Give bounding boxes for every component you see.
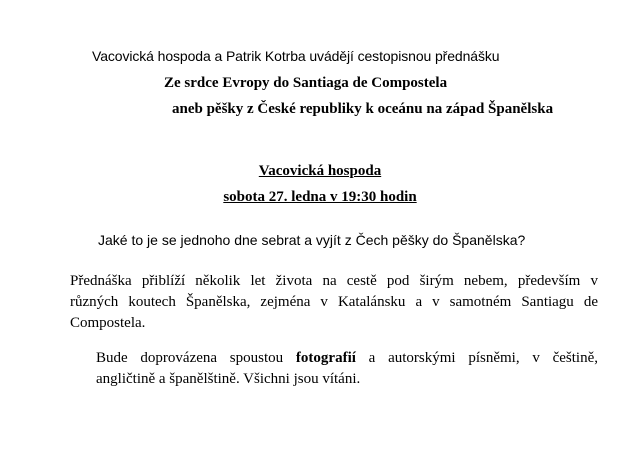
lecture-title: Ze srdce Evropy do Santiaga de Compostela <box>164 75 448 91</box>
description-line-1: Přednáška přiblíží několik let života na cestě pod širým nebem, především v <box>70 273 598 289</box>
intro-line: Vacovická hospoda a Patrik Kotrba uvádějí cestopisnou přednášku <box>92 48 500 64</box>
closing-line-1 <box>70 348 598 369</box>
description-line-3: Compostela. <box>70 315 146 331</box>
lead-question: Jaké to je se jednoho dne sebrat a vyjít z Čech pěšky do Španělska? <box>98 232 526 248</box>
closing-line-1-start: Bude doprovázena spoustou <box>96 350 296 366</box>
closing-line-2: angličtině a španělštině. Všichni jsou vítáni. <box>96 371 361 387</box>
venue-name: Vacovická hospoda <box>258 163 382 179</box>
photos-emphasis: fotografií <box>295 350 356 366</box>
description-line-2: různých koutech Španělska, zejména v Katalánsku a v samotném Santiagu de <box>70 294 598 310</box>
closing-paragraph <box>70 348 598 390</box>
lecture-subtitle: aneb pěšky z České republiky k oceánu na západ Španělska <box>172 101 554 117</box>
closing-line-1-end: a autorskými písněmi, v češtině, <box>355 350 598 366</box>
description-paragraph <box>70 271 598 334</box>
event-date: sobota 27. ledna v 19:30 hodin <box>223 189 417 205</box>
